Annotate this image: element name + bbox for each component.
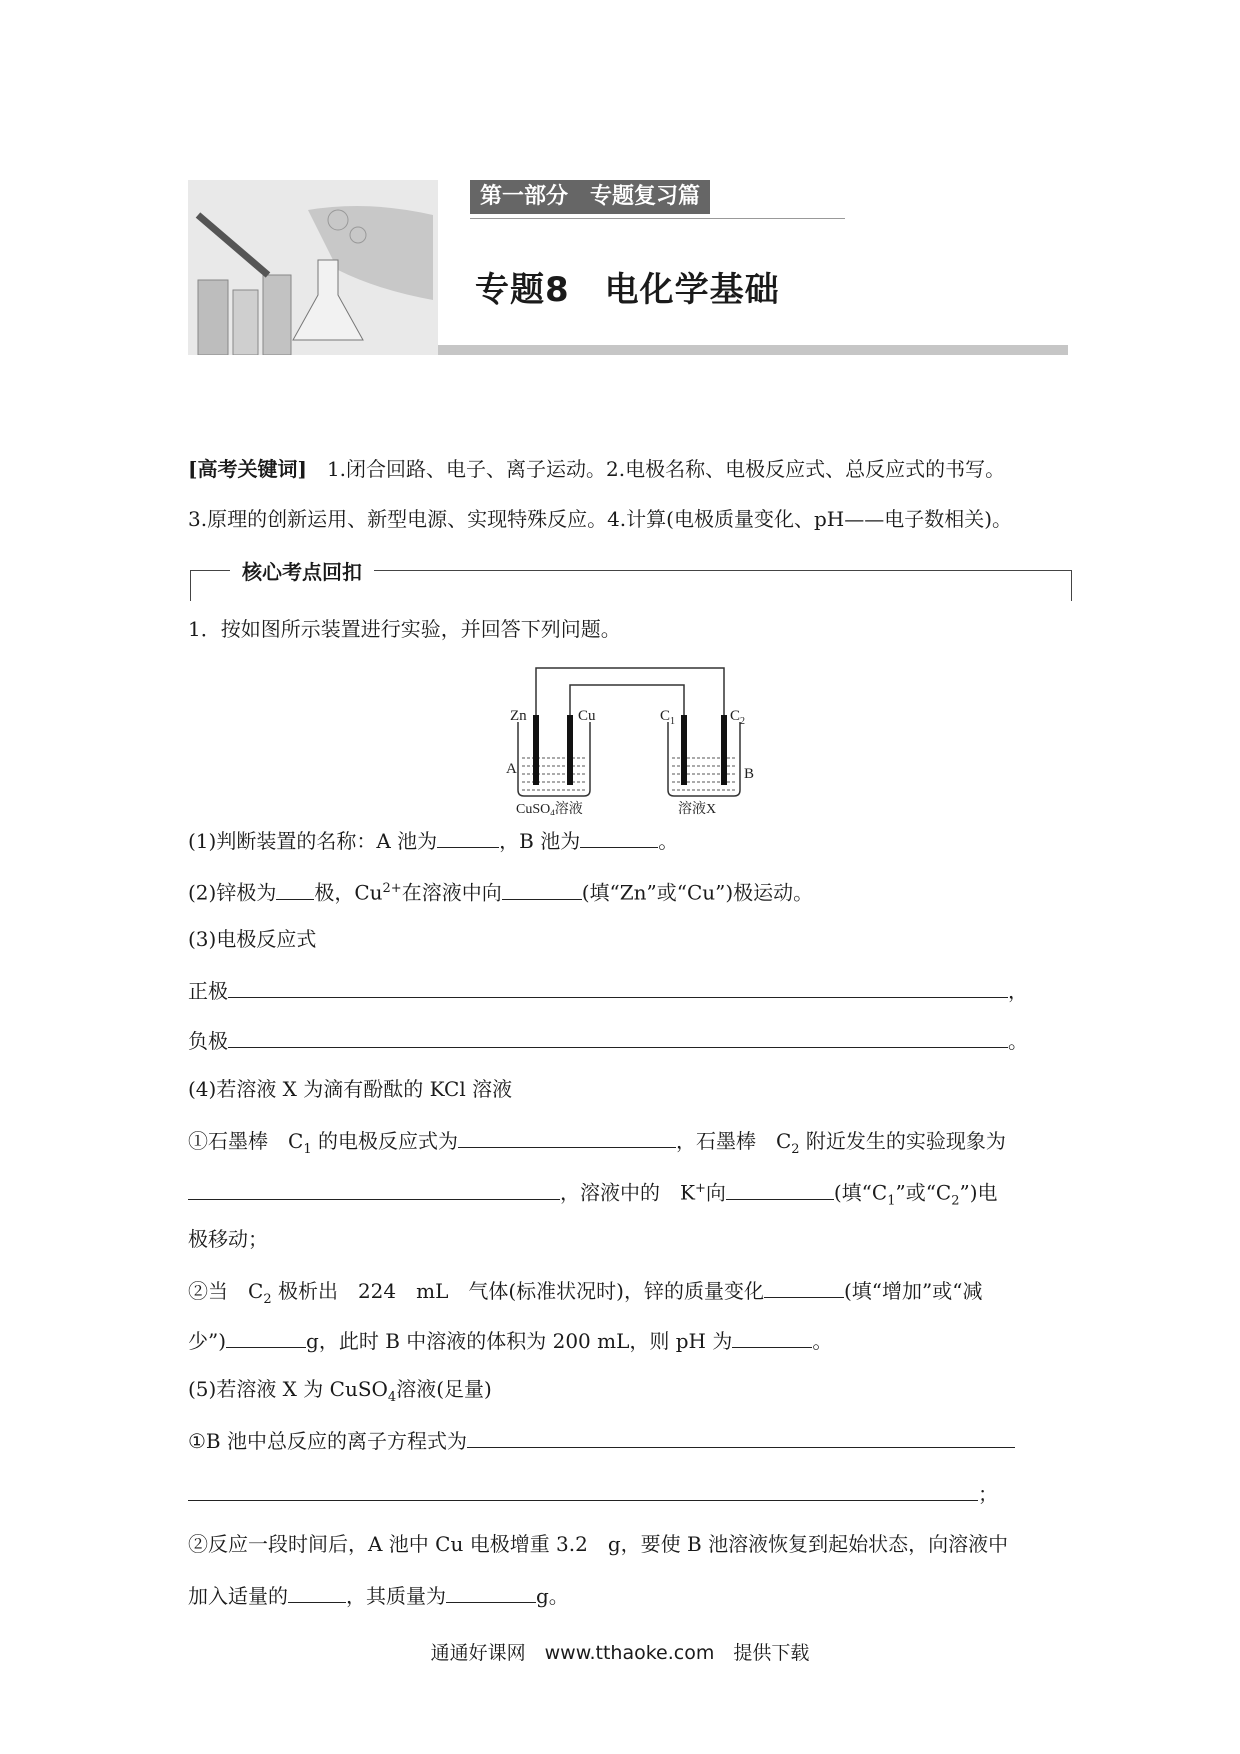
header-lab-photo [188, 180, 438, 355]
q4-blank-ph[interactable] [732, 1325, 812, 1348]
label-zn: Zn [510, 708, 527, 724]
q5-3-line: ②反应一段时间后，A 池中 Cu 电极增重 3.2 g，要使 B 池溶液恢复到起始状态，向溶液中 [188, 1532, 1009, 1556]
q2-blank-b[interactable] [502, 877, 582, 900]
q1-line: (1)判断装置的名称：A 池为 ，B 池为 。 [188, 825, 678, 855]
q4-blank-direction[interactable] [726, 1177, 834, 1200]
q5-blank-ionic-equation-cont[interactable] [188, 1478, 978, 1501]
q4-blank-mass[interactable] [226, 1325, 306, 1348]
topic-title: 专题8 电化学基础 [475, 270, 780, 310]
question-intro: 1．按如图所示装置进行实验，并回答下列问题。 [188, 617, 621, 641]
q4-line: (4)若溶液 X 为滴有酚酞的 KCl 溶液 [188, 1077, 513, 1101]
q5-blank-substance[interactable] [288, 1580, 346, 1603]
q4-5-line: 少”) g，此时 B 中溶液的体积为 200 mL，则 pH 为 。 [188, 1325, 832, 1355]
part-label: 第一部分 专题复习篇 [470, 180, 710, 214]
q5-blank-mass[interactable] [446, 1580, 536, 1603]
header-divider-bar [438, 345, 1068, 355]
lab-glassware-illustration [188, 180, 438, 355]
label-solution-b: 溶液X [678, 802, 717, 815]
keywords-line-2: 3.原理的创新运用、新型电源、实现特殊反应。4.计算(电极质量变化、pH——电子数相关)。 [188, 507, 1013, 531]
electrolysis-apparatus-figure [500, 660, 770, 815]
footer-watermark: 通通好课网 www.tthaoke.com 提供下载 [430, 1642, 810, 1664]
q5-4-line: 加入适量的 ，其质量为 g。 [188, 1580, 569, 1610]
q3-negative-line: 负极 。 [188, 1025, 1028, 1055]
apparatus-diagram [500, 660, 770, 815]
keywords-line-1: [高考关键词] 1.闭合回路、电子、离子运动。2.电极名称、电极反应式、总反应式的书写。 [188, 457, 1006, 481]
q5-2-line: ； [188, 1478, 998, 1508]
part-label-rule [470, 218, 845, 219]
q2-blank-a[interactable] [276, 877, 314, 900]
q1-blank-b[interactable] [580, 825, 658, 848]
q4-blank-change[interactable] [764, 1275, 844, 1298]
q4-4-line: ②当 $C_2$ 极析出 224 mL 气体(标准状况时)，锌的质量变化 (填“增加”或“减 [188, 1275, 982, 1314]
q4-blank-phenomenon[interactable] [188, 1177, 560, 1200]
label-a: A [506, 761, 517, 777]
keywords-tag: [高考关键词] [188, 457, 307, 481]
q1-blank-a[interactable] [437, 825, 499, 848]
q5-blank-ionic-equation[interactable] [467, 1425, 1015, 1448]
q3-blank-negative[interactable] [228, 1025, 1008, 1048]
q4-1-line: ①石墨棒 $C_1$ 的电极反应式为 ，石墨棒 $C_2$ 附近发生的实验现象为 [188, 1125, 1006, 1164]
q4-3-line: 极移动； [188, 1227, 268, 1251]
label-cu: Cu [578, 708, 596, 724]
q3-positive-line: 正极 ， [188, 975, 1028, 1005]
label-c1: $C_1$ [660, 708, 676, 727]
section-title: 核心考点回扣 [230, 556, 374, 585]
label-b: B [744, 766, 755, 782]
q4-blank-c1-reaction[interactable] [458, 1125, 676, 1148]
label-c2: $C_2$ [730, 708, 746, 727]
q3-blank-positive[interactable] [228, 975, 1008, 998]
q3-line: (3)电极反应式 [188, 927, 317, 951]
q2-line: (2)锌极为 极，$Cu^{2+}$在溶液中向 (填“Zn”或“Cu”)极运动。 [188, 875, 813, 907]
q4-2-line: ，溶液中的 K+向 (填“$C_1$”或“$C_2$”)电 [188, 1175, 998, 1216]
q5-line: (5)若溶液 X 为 CuSO$_4$溶液(足量) [188, 1377, 492, 1405]
q5-1-line: ①B 池中总反应的离子方程式为 [188, 1425, 1015, 1455]
label-solution-a: CuSO$_4$溶液 [516, 802, 583, 815]
